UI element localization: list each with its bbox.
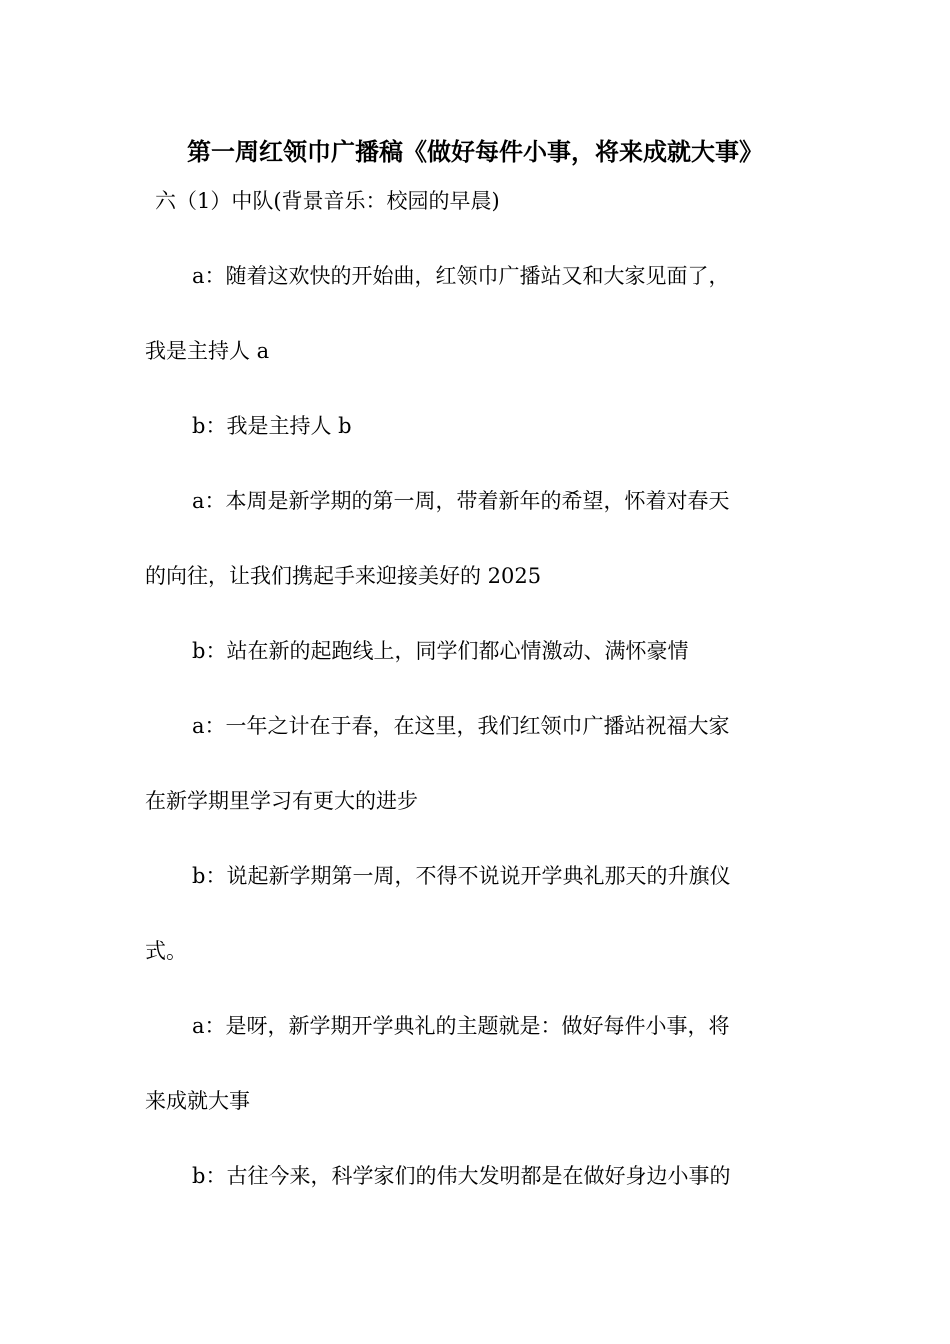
- paragraph-line: a：一年之计在于春，在这里，我们红领巾广播站祝福大家: [192, 714, 730, 738]
- paragraph-line: a：随着这欢快的开始曲，红领巾广播站又和大家见面了，: [192, 264, 730, 288]
- paragraph-line: b：我是主持人 b: [192, 414, 352, 438]
- paragraph-line: b：说起新学期第一周，不得不说说开学典礼那天的升旗仪: [192, 864, 731, 888]
- paragraph-line: 来成就大事: [145, 1089, 250, 1113]
- paragraph-line: a：是呀，新学期开学典礼的主题就是：做好每件小事，将: [192, 1014, 730, 1038]
- document-title: 第一周红领巾广播稿《做好每件小事，将来成就大事》: [187, 137, 763, 166]
- paragraph-line: a：本周是新学期的第一周，带着新年的希望，怀着对春天: [192, 489, 730, 513]
- paragraph-line: 我是主持人 a: [145, 339, 270, 363]
- paragraph-line: b：站在新的起跑线上，同学们都心情激动、满怀豪情: [192, 639, 689, 663]
- document-subtitle: 六（1）中队(背景音乐：校园的早晨): [155, 189, 500, 213]
- paragraph-line: 式。: [145, 939, 187, 963]
- paragraph-line: 的向往，让我们携起手来迎接美好的 2025: [145, 564, 542, 588]
- paragraph-line: b：古往今来，科学家们的伟大发明都是在做好身边小事的: [192, 1164, 731, 1188]
- paragraph-line: 在新学期里学习有更大的进步: [145, 789, 418, 813]
